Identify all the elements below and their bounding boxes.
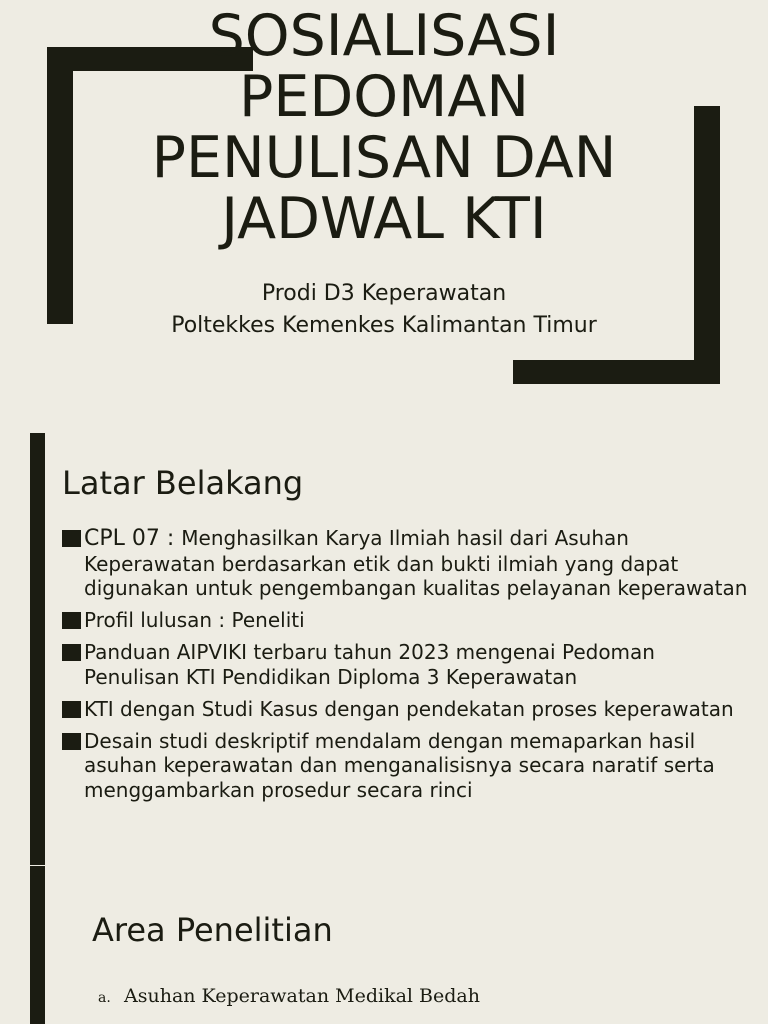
bracket-bottom-right-horizontal: [513, 360, 720, 384]
bracket-top-left-vertical: [47, 47, 73, 324]
title-line: JADWAL KTI: [221, 186, 547, 252]
background-slide: [0, 433, 768, 865]
list-item: [62, 640, 752, 689]
list-item: [62, 697, 752, 722]
slide-subtitle: [100, 278, 668, 342]
bullet-list: [62, 526, 752, 810]
bullet-text: Profil lulusan : Peneliti: [84, 608, 305, 632]
title-line: PENULISAN DAN: [151, 125, 617, 191]
square-bullet-icon: [62, 701, 81, 718]
subtitle-line: Prodi D3 Keperawatan: [261, 281, 507, 306]
section-heading: Area Penelitian: [92, 911, 333, 949]
bracket-bottom-right-vertical: [694, 106, 720, 384]
bullet-text: Desain studi deskriptif mendalam dengan memaparkan hasil asuhan keperawatan dan menganalisisnya secara naratif serta menggambarkan prosedur secara rinci: [84, 728, 715, 802]
section-heading: Latar Belakang: [62, 464, 304, 502]
list-item: [62, 608, 752, 633]
subtitle-line: Poltekkes Kemenkes Kalimantan Timur: [171, 313, 597, 338]
square-bullet-icon: [62, 644, 81, 661]
square-bullet-icon: [62, 612, 81, 629]
list-item-text: Asuhan Keperawatan Medikal Bedah: [124, 985, 480, 1007]
bullet-text: Panduan AIPVIKI terbaru tahun 2023 mengenai Pedoman Penulisan KTI Pendidikan Diploma 3 Keperawatan: [84, 640, 655, 689]
list-item: [98, 983, 480, 1011]
research-area-list: [98, 983, 480, 1011]
square-bullet-icon: [62, 530, 81, 547]
left-accent-bar: [30, 433, 45, 865]
research-area-slide: [0, 866, 768, 1024]
title-line: SOSIALISASI: [208, 3, 560, 69]
square-bullet-icon: [62, 733, 81, 750]
slide-title: [100, 3, 668, 252]
title-slide: [0, 0, 768, 432]
list-item: [62, 729, 752, 803]
bullet-text: KTI dengan Studi Kasus dengan pendekatan proses keperawatan: [84, 696, 734, 721]
list-marker: a.: [98, 990, 111, 1006]
bullet-text: Menghasilkan Karya Ilmiah hasil dari Asuhan Keperawatan berdasarkan etik dan bukti ilmiah yang dapat digunakan untuk pengembangan kualitas pelayanan keperawatan: [84, 526, 748, 600]
bullet-lead: CPL 07 :: [84, 526, 182, 551]
list-item: [62, 526, 752, 601]
title-line: PEDOMAN: [239, 64, 529, 130]
left-accent-bar: [30, 866, 45, 1024]
